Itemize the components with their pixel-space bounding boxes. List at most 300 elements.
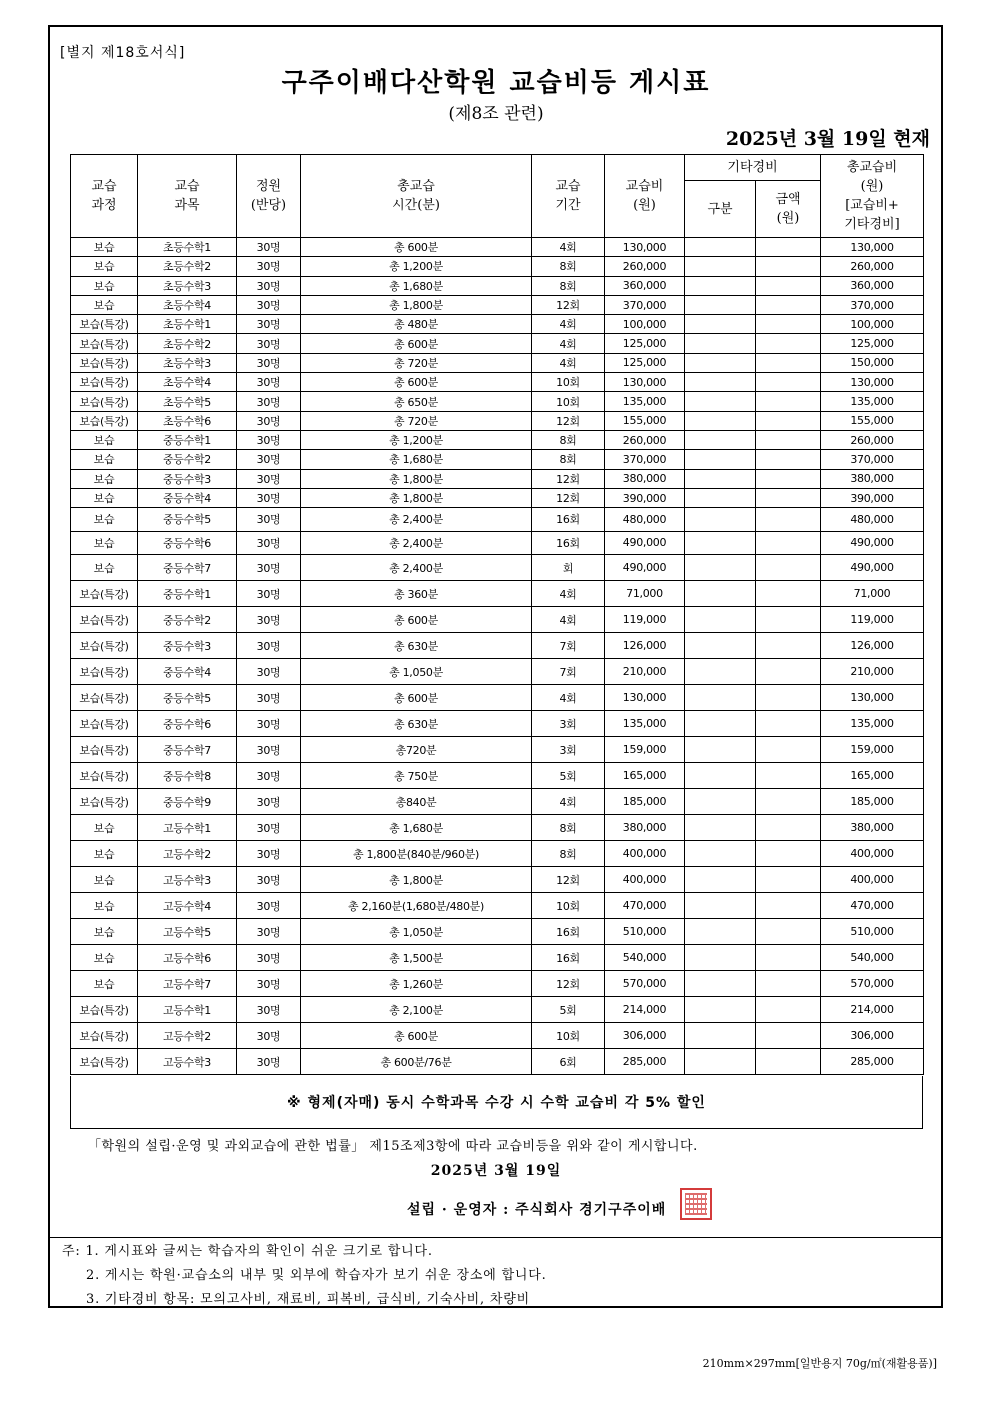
cell-fee: 306,000: [605, 1023, 685, 1049]
table-row: [71, 295, 924, 314]
cell-capacity: 30명: [237, 711, 301, 737]
cell-total: 480,000: [821, 508, 924, 532]
cell-time: 총 2,160분(1,680분/480분): [301, 893, 532, 919]
cell-fee: 119,000: [605, 607, 685, 633]
cell-other-amount: [756, 685, 821, 711]
cell-subject: 중등수학9: [138, 789, 237, 815]
cell-period: 회: [532, 555, 605, 581]
cell-fee: 380,000: [605, 469, 685, 488]
cell-period: 4회: [532, 581, 605, 607]
cell-other-type: [685, 685, 756, 711]
cell-time: 총 1,800분(840분/960분): [301, 841, 532, 867]
cell-time: 총 600분: [301, 1023, 532, 1049]
cell-course: 보습(특강): [71, 737, 138, 763]
cell-fee: 390,000: [605, 488, 685, 507]
cell-other-type: [685, 315, 756, 334]
table-row: [71, 1049, 924, 1075]
cell-time: 총 1,680분: [301, 815, 532, 841]
discount-note: ※ 형제(자매) 동시 수학과목 수강 시 수학 교습비 각 5% 할인: [70, 1076, 923, 1129]
table-row: [71, 997, 924, 1023]
cell-fee: 490,000: [605, 555, 685, 581]
cell-total: 306,000: [821, 1023, 924, 1049]
cell-other-type: [685, 1049, 756, 1075]
cell-capacity: 30명: [237, 238, 301, 257]
cell-period: 4회: [532, 789, 605, 815]
cell-total: 400,000: [821, 867, 924, 893]
table-row: [71, 430, 924, 449]
cell-other-type: [685, 257, 756, 276]
cell-time: 총 2,400분: [301, 555, 532, 581]
cell-subject: 초등수학1: [138, 315, 237, 334]
table-row: [71, 685, 924, 711]
cell-time: 총 600분: [301, 373, 532, 392]
cell-capacity: 30명: [237, 508, 301, 532]
cell-capacity: 30명: [237, 315, 301, 334]
cell-time: 총 360분: [301, 581, 532, 607]
cell-period: 8회: [532, 815, 605, 841]
cell-other-type: [685, 508, 756, 532]
cell-time: 총 2,400분: [301, 508, 532, 532]
cell-total: 260,000: [821, 430, 924, 449]
cell-other-amount: [756, 373, 821, 392]
cell-other-type: [685, 815, 756, 841]
cell-capacity: 30명: [237, 763, 301, 789]
cell-period: 5회: [532, 997, 605, 1023]
cell-time: 총 1,500분: [301, 945, 532, 971]
cell-fee: 135,000: [605, 711, 685, 737]
cell-total: 380,000: [821, 469, 924, 488]
cell-subject: 중등수학2: [138, 607, 237, 633]
cell-time: 총 1,680분: [301, 276, 532, 295]
cell-subject: 중등수학5: [138, 685, 237, 711]
table-row: [71, 276, 924, 295]
cell-capacity: 30명: [237, 607, 301, 633]
cell-total: 260,000: [821, 257, 924, 276]
cell-course: 보습: [71, 238, 138, 257]
cell-fee: 540,000: [605, 945, 685, 971]
cell-total: 135,000: [821, 392, 924, 411]
cell-subject: 중등수학8: [138, 763, 237, 789]
cell-capacity: 30명: [237, 411, 301, 430]
cell-other-amount: [756, 392, 821, 411]
cell-other-amount: [756, 257, 821, 276]
cell-total: 71,000: [821, 581, 924, 607]
cell-subject: 초등수학5: [138, 392, 237, 411]
cell-course: 보습: [71, 945, 138, 971]
cell-course: 보습: [71, 919, 138, 945]
cell-time: 총 630분: [301, 711, 532, 737]
cell-fee: 100,000: [605, 315, 685, 334]
cell-other-amount: [756, 763, 821, 789]
table-row: [71, 893, 924, 919]
header-subject: 교습 과목: [138, 155, 237, 238]
cell-time: 총 600분/76분: [301, 1049, 532, 1075]
cell-other-type: [685, 373, 756, 392]
cell-period: 12회: [532, 867, 605, 893]
cell-period: 4회: [532, 238, 605, 257]
cell-time: 총720분: [301, 737, 532, 763]
cell-period: 5회: [532, 763, 605, 789]
cell-time: 총 2,100분: [301, 997, 532, 1023]
cell-time: 총 1,200분: [301, 257, 532, 276]
cell-other-type: [685, 531, 756, 555]
cell-other-amount: [756, 867, 821, 893]
cell-period: 10회: [532, 392, 605, 411]
cell-time: 총840분: [301, 789, 532, 815]
cell-other-type: [685, 276, 756, 295]
cell-subject: 초등수학6: [138, 411, 237, 430]
header-total-time: 총교습 시간(분): [301, 155, 532, 238]
cell-period: 12회: [532, 295, 605, 314]
cell-fee: 210,000: [605, 659, 685, 685]
table-row: [71, 392, 924, 411]
table-row: [71, 607, 924, 633]
cell-other-amount: [756, 430, 821, 449]
paper-spec: 210mm×297mm[일반용지 70g/㎡(재활용품)]: [702, 1357, 937, 1370]
cell-fee: 570,000: [605, 971, 685, 997]
legal-statement: 「학원의 설립·운영 및 과외교습에 관한 법률」 제15조제3항에 따라 교습비등을 위와 같이 게시합니다.: [88, 1139, 698, 1154]
cell-fee: 125,000: [605, 353, 685, 372]
cell-other-type: [685, 581, 756, 607]
cell-other-type: [685, 411, 756, 430]
cell-capacity: 30명: [237, 295, 301, 314]
header-total-fee: 총교습비 (원) [교습비+ 기타경비]: [821, 155, 924, 238]
cell-total: 130,000: [821, 373, 924, 392]
table-row: [71, 711, 924, 737]
cell-course: 보습: [71, 867, 138, 893]
seal-icon: [680, 1188, 712, 1220]
table-row: [71, 555, 924, 581]
cell-course: 보습(특강): [71, 685, 138, 711]
cell-other-amount: [756, 508, 821, 532]
cell-period: 3회: [532, 737, 605, 763]
cell-total: 210,000: [821, 659, 924, 685]
cell-total: 130,000: [821, 238, 924, 257]
cell-other-amount: [756, 315, 821, 334]
cell-capacity: 30명: [237, 789, 301, 815]
cell-fee: 470,000: [605, 893, 685, 919]
cell-period: 12회: [532, 971, 605, 997]
cell-course: 보습(특강): [71, 659, 138, 685]
header-capacity: 정원 (반당): [237, 155, 301, 238]
page-title: 구주이배다산학원 교습비등 게시표: [281, 68, 711, 98]
cell-subject: 중등수학1: [138, 581, 237, 607]
cell-fee: 480,000: [605, 508, 685, 532]
cell-other-type: [685, 867, 756, 893]
cell-course: 보습(특강): [71, 315, 138, 334]
cell-other-type: [685, 737, 756, 763]
cell-total: 370,000: [821, 450, 924, 469]
cell-other-amount: [756, 607, 821, 633]
cell-fee: 165,000: [605, 763, 685, 789]
cell-capacity: 30명: [237, 659, 301, 685]
as-of-date: 2025년 3월 19일 현재: [725, 128, 930, 150]
table-row: [71, 945, 924, 971]
cell-other-amount: [756, 276, 821, 295]
table-row: [71, 919, 924, 945]
cell-period: 3회: [532, 711, 605, 737]
header-other-amount: 금액 (원): [756, 181, 821, 238]
cell-capacity: 30명: [237, 373, 301, 392]
cell-capacity: 30명: [237, 334, 301, 353]
cell-time: 총 650분: [301, 392, 532, 411]
cell-fee: 400,000: [605, 867, 685, 893]
table-row: [71, 763, 924, 789]
cell-course: 보습: [71, 555, 138, 581]
cell-other-type: [685, 841, 756, 867]
cell-other-type: [685, 919, 756, 945]
cell-period: 16회: [532, 945, 605, 971]
cell-other-amount: [756, 893, 821, 919]
cell-other-type: [685, 789, 756, 815]
cell-other-type: [685, 1023, 756, 1049]
table-row: [71, 334, 924, 353]
cell-capacity: 30명: [237, 430, 301, 449]
table-row: [71, 315, 924, 334]
cell-course: 보습: [71, 430, 138, 449]
cell-other-type: [685, 450, 756, 469]
table-row: [71, 841, 924, 867]
cell-total: 285,000: [821, 1049, 924, 1075]
cell-time: 총 750분: [301, 763, 532, 789]
cell-other-amount: [756, 353, 821, 372]
cell-period: 10회: [532, 893, 605, 919]
cell-time: 총 720분: [301, 411, 532, 430]
cell-other-amount: [756, 919, 821, 945]
cell-other-type: [685, 945, 756, 971]
cell-subject: 초등수학1: [138, 238, 237, 257]
cell-total: 125,000: [821, 334, 924, 353]
table-row: [71, 238, 924, 257]
table-row: [71, 867, 924, 893]
cell-other-type: [685, 997, 756, 1023]
cell-fee: 130,000: [605, 238, 685, 257]
cell-other-type: [685, 392, 756, 411]
cell-fee: 130,000: [605, 685, 685, 711]
cell-period: 8회: [532, 276, 605, 295]
cell-fee: 380,000: [605, 815, 685, 841]
cell-time: 총 1,800분: [301, 295, 532, 314]
cell-subject: 중등수학5: [138, 508, 237, 532]
cell-total: 570,000: [821, 971, 924, 997]
cell-total: 159,000: [821, 737, 924, 763]
cell-total: 490,000: [821, 555, 924, 581]
cell-period: 8회: [532, 450, 605, 469]
cell-other-type: [685, 971, 756, 997]
cell-course: 보습: [71, 488, 138, 507]
cell-course: 보습(특강): [71, 581, 138, 607]
cell-other-amount: [756, 1023, 821, 1049]
cell-time: 총 720분: [301, 353, 532, 372]
cell-capacity: 30명: [237, 581, 301, 607]
cell-time: 총 1,800분: [301, 469, 532, 488]
header-other-expenses: 기타경비: [685, 155, 821, 181]
cell-subject: 초등수학3: [138, 276, 237, 295]
cell-course: 보습(특강): [71, 334, 138, 353]
cell-other-amount: [756, 997, 821, 1023]
cell-other-type: [685, 334, 756, 353]
cell-period: 4회: [532, 353, 605, 372]
note-item: 3. 기타경비 항목: 모의고사비, 재료비, 피복비, 급식비, 기숙사비, 차량비: [86, 1292, 530, 1307]
cell-capacity: 30명: [237, 893, 301, 919]
cell-course: 보습(특강): [71, 633, 138, 659]
cell-subject: 고등수학7: [138, 971, 237, 997]
cell-capacity: 30명: [237, 353, 301, 372]
table-row: [71, 353, 924, 372]
cell-course: 보습: [71, 257, 138, 276]
cell-capacity: 30명: [237, 919, 301, 945]
cell-subject: 중등수학4: [138, 659, 237, 685]
cell-time: 총 600분: [301, 607, 532, 633]
cell-total: 135,000: [821, 711, 924, 737]
header-other-type: 구분: [685, 181, 756, 238]
cell-capacity: 30명: [237, 469, 301, 488]
cell-fee: 360,000: [605, 276, 685, 295]
cell-other-type: [685, 353, 756, 372]
cell-other-amount: [756, 334, 821, 353]
cell-subject: 고등수학2: [138, 841, 237, 867]
cell-course: 보습: [71, 295, 138, 314]
table-row: [71, 257, 924, 276]
cell-other-type: [685, 238, 756, 257]
cell-time: 총 2,400분: [301, 531, 532, 555]
cell-course: 보습(특강): [71, 1049, 138, 1075]
cell-subject: 초등수학2: [138, 257, 237, 276]
cell-fee: 159,000: [605, 737, 685, 763]
table-row: [71, 531, 924, 555]
cell-course: 보습(특강): [71, 353, 138, 372]
cell-other-amount: [756, 555, 821, 581]
cell-course: 보습: [71, 508, 138, 532]
cell-time: 총 600분: [301, 334, 532, 353]
cell-capacity: 30명: [237, 945, 301, 971]
cell-total: 470,000: [821, 893, 924, 919]
cell-time: 총 1,200분: [301, 430, 532, 449]
table-row: [71, 488, 924, 507]
table-row: [71, 581, 924, 607]
cell-course: 보습: [71, 841, 138, 867]
cell-fee: 135,000: [605, 392, 685, 411]
cell-subject: 중등수학6: [138, 531, 237, 555]
table-row: [71, 633, 924, 659]
page-subtitle: (제8조 관련): [448, 104, 544, 124]
cell-other-amount: [756, 945, 821, 971]
table-row: [71, 971, 924, 997]
cell-period: 12회: [532, 469, 605, 488]
cell-course: 보습(특강): [71, 789, 138, 815]
note-item: 주: 1. 게시표와 글씨는 학습자의 확인이 쉬운 크기로 합니다.: [62, 1244, 433, 1259]
cell-total: 400,000: [821, 841, 924, 867]
cell-capacity: 30명: [237, 737, 301, 763]
cell-total: 380,000: [821, 815, 924, 841]
cell-subject: 중등수학3: [138, 633, 237, 659]
cell-total: 510,000: [821, 919, 924, 945]
statement-date: 2025년 3월 19일: [430, 1163, 562, 1179]
cell-time: 총 1,050분: [301, 919, 532, 945]
cell-fee: 126,000: [605, 633, 685, 659]
cell-other-type: [685, 295, 756, 314]
table-row: [71, 815, 924, 841]
cell-time: 총 1,050분: [301, 659, 532, 685]
cell-period: 16회: [532, 919, 605, 945]
cell-other-type: [685, 763, 756, 789]
cell-time: 총 600분: [301, 238, 532, 257]
cell-course: 보습(특강): [71, 1023, 138, 1049]
cell-other-type: [685, 607, 756, 633]
cell-capacity: 30명: [237, 1049, 301, 1075]
cell-time: 총 480분: [301, 315, 532, 334]
form-number: [별지 제18호서식]: [60, 45, 186, 61]
cell-course: 보습: [71, 815, 138, 841]
cell-course: 보습(특강): [71, 392, 138, 411]
cell-fee: 71,000: [605, 581, 685, 607]
cell-period: 4회: [532, 334, 605, 353]
cell-period: 12회: [532, 411, 605, 430]
cell-fee: 285,000: [605, 1049, 685, 1075]
cell-time: 총 600분: [301, 685, 532, 711]
cell-total: 370,000: [821, 295, 924, 314]
header-course: 교습 과정: [71, 155, 138, 238]
cell-course: 보습(특강): [71, 763, 138, 789]
cell-subject: 중등수학7: [138, 555, 237, 581]
cell-total: 100,000: [821, 315, 924, 334]
cell-course: 보습(특강): [71, 373, 138, 392]
cell-total: 150,000: [821, 353, 924, 372]
cell-other-amount: [756, 659, 821, 685]
cell-other-amount: [756, 1049, 821, 1075]
cell-other-type: [685, 488, 756, 507]
cell-fee: 370,000: [605, 450, 685, 469]
cell-total: 165,000: [821, 763, 924, 789]
cell-capacity: 30명: [237, 633, 301, 659]
cell-capacity: 30명: [237, 450, 301, 469]
fee-table: [70, 154, 924, 1075]
cell-capacity: 30명: [237, 257, 301, 276]
cell-subject: 중등수학4: [138, 488, 237, 507]
cell-total: 360,000: [821, 276, 924, 295]
cell-time: 총 1,680분: [301, 450, 532, 469]
cell-total: 214,000: [821, 997, 924, 1023]
cell-course: 보습(특강): [71, 607, 138, 633]
cell-total: 126,000: [821, 633, 924, 659]
cell-total: 185,000: [821, 789, 924, 815]
table-row: [71, 659, 924, 685]
cell-other-type: [685, 633, 756, 659]
cell-total: 155,000: [821, 411, 924, 430]
cell-subject: 고등수학1: [138, 997, 237, 1023]
cell-other-amount: [756, 815, 821, 841]
table-row: [71, 508, 924, 532]
cell-subject: 중등수학7: [138, 737, 237, 763]
cell-capacity: 30명: [237, 841, 301, 867]
cell-other-amount: [756, 711, 821, 737]
cell-total: 490,000: [821, 531, 924, 555]
cell-other-amount: [756, 411, 821, 430]
cell-fee: 130,000: [605, 373, 685, 392]
note-item: 2. 게시는 학원·교습소의 내부 및 외부에 학습자가 보기 쉬운 장소에 합니다.: [86, 1268, 547, 1283]
header-period: 교습 기간: [532, 155, 605, 238]
cell-total: 119,000: [821, 607, 924, 633]
cell-other-amount: [756, 450, 821, 469]
cell-course: 보습(특강): [71, 411, 138, 430]
cell-course: 보습(특강): [71, 711, 138, 737]
cell-total: 540,000: [821, 945, 924, 971]
cell-capacity: 30명: [237, 276, 301, 295]
cell-period: 4회: [532, 685, 605, 711]
cell-other-type: [685, 555, 756, 581]
cell-subject: 중등수학3: [138, 469, 237, 488]
table-row: [71, 789, 924, 815]
